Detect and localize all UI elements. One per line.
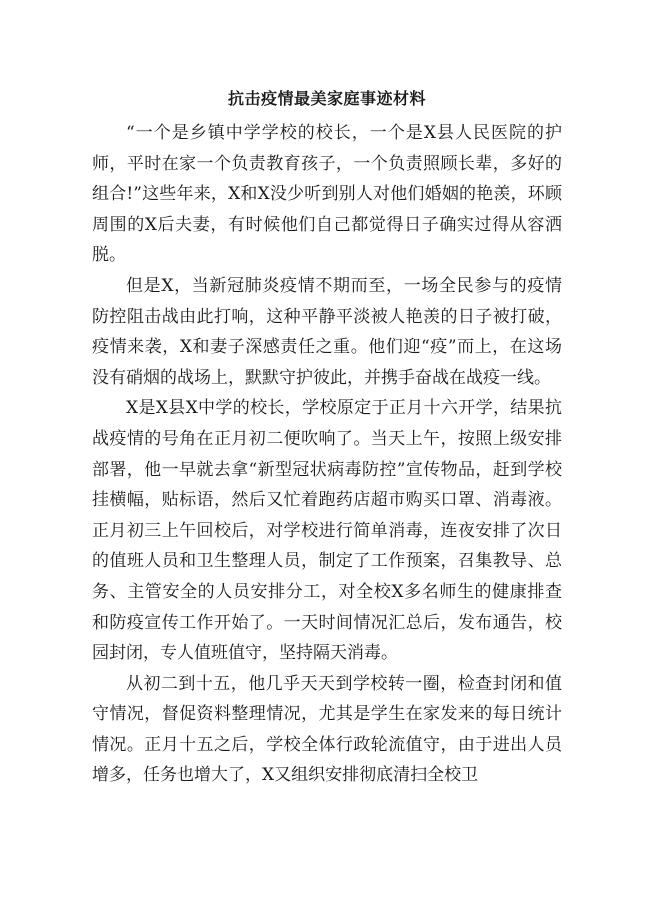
- paragraph-1: “一个是乡镇中学学校的校长，一个是X县人民医院的护师，平时在家一个负责教育孩子，一个负责照顾长辈，多好的组合!”这些年来，X和X没少听到别人对他们婚姻的艳羡，环顾周围的X后夫妻，有时候他们自己都觉得日子确实过得从容洒脱。: [92, 123, 562, 266]
- document-page: [92, 84, 562, 791]
- paragraph-3: X是X县X中学的校长，学校原定于正月十六开学，结果抗战疫情的号角在正月初二便吹响了。当天上午，按照上级安排部署，他一早就去拿“新型冠状病毒防控”宣传物品，赶到学校挂横幅，贴标语，然后又忙着跑药店超市购买口罩、消毒液。正月初三上午回校后，对学校进行简单消毒，连夜安排了次日的值班人员和卫生整理人员，制定了工作预案，召集教导、总务、主管安全的人员安排分工，对全校X多名师生的健康排查和防疫宣传工作开始了。一天时间情况汇总后，发布通告，校园封闭，专人值班值守，坚持隔天消毒。: [92, 398, 562, 664]
- paragraph-2: 但是X，当新冠肺炎疫情不期而至，一场全民参与的疫情防控阻击战由此打响，这种平静平淡被人艳羡的日子被打破，疫情来袭，X和妻子深感责任之重。他们迎“疫”而上，在这场没有硝烟的战场上，默默守护彼此，并携手奋战在战疫一线。: [92, 275, 562, 388]
- document-title: 抗击疫情最美家庭事迹材料: [227, 89, 426, 108]
- paragraph-4: 从初二到十五，他几乎天天到学校转一圈，检查封闭和值守情况，督促资料整理情况，尤其是学生在家发来的每日统计情况。正月十五之后，学校全体行政轮流值守，由于进出人员增多，任务也增大了，X又组织安排彻底清扫全校卫: [92, 673, 562, 786]
